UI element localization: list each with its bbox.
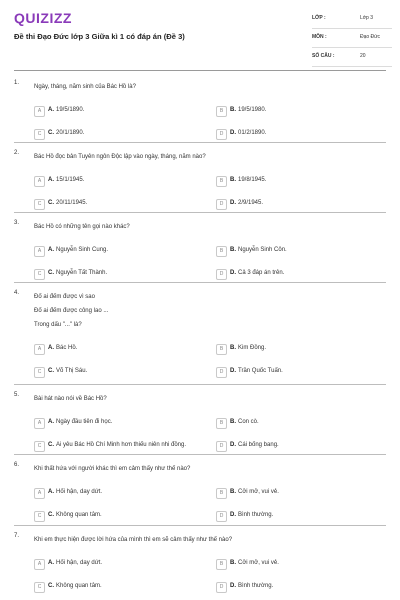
question-divider bbox=[14, 142, 386, 143]
option-checkbox[interactable]: D bbox=[216, 129, 227, 140]
option-checkbox[interactable]: A bbox=[34, 106, 45, 117]
option-letter: A. bbox=[48, 489, 54, 495]
option-checkbox[interactable]: D bbox=[216, 269, 227, 280]
option-text: Cái bống bang. bbox=[238, 442, 279, 448]
option-checkbox[interactable]: D bbox=[216, 367, 227, 378]
option-letter: B. bbox=[230, 177, 236, 183]
option-text: Bình thường. bbox=[238, 583, 274, 589]
option-letter: C. bbox=[48, 368, 54, 374]
option-text: Cả 3 đáp án trên. bbox=[238, 270, 285, 276]
option-text: Cởi mở, vui vẻ. bbox=[238, 489, 279, 495]
option-text: 20/1/1890. bbox=[56, 130, 85, 136]
option-text: Nguyễn Tất Thành. bbox=[56, 270, 108, 276]
option-checkbox[interactable]: B bbox=[216, 176, 227, 187]
option-text: Không quan tâm. bbox=[56, 512, 102, 518]
question-line: Khi thất hứa với người khác thì em cảm thấy như thế nào? bbox=[34, 466, 191, 472]
option-letter: B. bbox=[230, 247, 236, 253]
option-checkbox[interactable]: C bbox=[34, 367, 45, 378]
option-letter: A. bbox=[48, 177, 54, 183]
option-checkbox[interactable]: B bbox=[216, 488, 227, 499]
option-text: Nguyễn Sinh Cung. bbox=[56, 247, 109, 253]
meta-label: SỐ CÂU : bbox=[312, 53, 335, 59]
option-checkbox[interactable]: A bbox=[34, 246, 45, 257]
question-divider bbox=[14, 212, 386, 213]
question-text bbox=[34, 533, 232, 547]
question-text bbox=[34, 290, 108, 332]
option-letter: C. bbox=[48, 512, 54, 518]
option-checkbox[interactable]: B bbox=[216, 106, 227, 117]
quizizz-logo[interactable]: QUIZIZZ bbox=[14, 10, 72, 26]
option-checkbox[interactable]: D bbox=[216, 199, 227, 210]
question-line: Bác Hồ có những tên gọi nào khác? bbox=[34, 224, 130, 230]
question-number: 3. bbox=[14, 220, 20, 226]
question-line: Bác Hồ đọc bản Tuyên ngôn Độc lập vào ngày, tháng, năm nào? bbox=[34, 154, 206, 160]
option-text: 19/5/1890. bbox=[56, 107, 85, 113]
option-text: Nguyễn Sinh Côn. bbox=[238, 247, 287, 253]
option-checkbox[interactable]: A bbox=[34, 488, 45, 499]
option-text: Hối hận, day dứt. bbox=[56, 489, 103, 495]
option-letter: B. bbox=[230, 345, 236, 351]
question-line: Đố ai đếm được vì sao bbox=[34, 294, 95, 300]
option-letter: D. bbox=[230, 368, 236, 374]
option-letter: C. bbox=[48, 270, 54, 276]
option-text: 19/8/1945. bbox=[238, 177, 267, 183]
option-text: Trần Quốc Tuấn. bbox=[238, 368, 283, 374]
option-letter: B. bbox=[230, 489, 236, 495]
option-text: Con cò. bbox=[238, 419, 259, 425]
option-checkbox[interactable]: B bbox=[216, 418, 227, 429]
meta-row-class bbox=[312, 10, 392, 29]
question-number: 6. bbox=[14, 462, 20, 468]
option-text: Võ Thị Sáu. bbox=[56, 368, 88, 374]
meta-label: MÔN : bbox=[312, 34, 327, 40]
option-checkbox[interactable]: D bbox=[216, 441, 227, 452]
option-letter: B. bbox=[230, 107, 236, 113]
meta-row-subject bbox=[312, 29, 392, 48]
option-text: 2/9/1945. bbox=[238, 200, 264, 206]
question-line: Ngày, tháng, năm sinh của Bác Hồ là? bbox=[34, 84, 136, 90]
option-letter: A. bbox=[48, 419, 54, 425]
question-text bbox=[34, 220, 130, 234]
meta-value: Lớp 3 bbox=[360, 15, 374, 21]
question-divider bbox=[14, 384, 386, 385]
option-text: Không quan tâm. bbox=[56, 583, 102, 589]
option-text: Ai yêu Bác Hồ Chí Minh hơn thiếu niên nhi đồng. bbox=[56, 442, 187, 448]
option-checkbox[interactable]: C bbox=[34, 511, 45, 522]
question-divider bbox=[14, 454, 386, 455]
question-line: Bài hát nào nói về Bác Hồ? bbox=[34, 396, 107, 402]
option-letter: D. bbox=[230, 583, 236, 589]
question-divider bbox=[14, 525, 386, 526]
meta-row-count bbox=[312, 48, 392, 67]
option-letter: A. bbox=[48, 345, 54, 351]
question-divider bbox=[14, 282, 386, 283]
option-text: Hối hận, day dứt. bbox=[56, 560, 103, 566]
option-text: 01/2/1890. bbox=[238, 130, 267, 136]
option-letter: C. bbox=[48, 200, 54, 206]
option-text: 20/11/1945. bbox=[56, 200, 88, 206]
option-text: Bác Hồ. bbox=[56, 345, 78, 351]
worksheet-header bbox=[0, 0, 400, 72]
option-text: Kim Đồng. bbox=[238, 345, 267, 351]
question-number: 7. bbox=[14, 533, 20, 539]
option-checkbox[interactable]: A bbox=[34, 344, 45, 355]
option-letter: C. bbox=[48, 442, 54, 448]
option-checkbox[interactable]: C bbox=[34, 441, 45, 452]
question-text bbox=[34, 80, 136, 94]
option-text: Bình thường. bbox=[238, 512, 274, 518]
header-divider bbox=[14, 70, 386, 71]
question-number: 1. bbox=[14, 80, 20, 86]
meta-value: 20 bbox=[360, 53, 366, 59]
option-letter: D. bbox=[230, 200, 236, 206]
meta-panel bbox=[312, 10, 392, 67]
option-letter: B. bbox=[230, 419, 236, 425]
meta-label: LỚP : bbox=[312, 15, 326, 21]
option-checkbox[interactable]: C bbox=[34, 582, 45, 593]
question-line: Trong dấu "..." là? bbox=[34, 322, 82, 328]
option-letter: D. bbox=[230, 442, 236, 448]
option-checkbox[interactable]: D bbox=[216, 511, 227, 522]
option-letter: D. bbox=[230, 130, 236, 136]
option-letter: D. bbox=[230, 512, 236, 518]
option-checkbox[interactable]: D bbox=[216, 582, 227, 593]
option-checkbox[interactable]: C bbox=[34, 129, 45, 140]
question-line: Khi em thực hiện được lời hứa của mình thì em sẽ cảm thấy như thế nào? bbox=[34, 537, 233, 543]
option-letter: C. bbox=[48, 130, 54, 136]
question-number: 4. bbox=[14, 290, 20, 296]
option-checkbox[interactable]: B bbox=[216, 344, 227, 355]
question-line: Đố ai đếm được công lao ... bbox=[34, 308, 109, 314]
worksheet-title: Đề thi Đạo Đức lớp 3 Giữa kì 1 có đáp án (Đề 3) bbox=[14, 32, 185, 41]
option-checkbox[interactable]: C bbox=[34, 269, 45, 280]
option-text: 15/1/1945. bbox=[56, 177, 85, 183]
option-checkbox[interactable]: B bbox=[216, 246, 227, 257]
option-checkbox[interactable]: C bbox=[34, 199, 45, 210]
option-text: Ngày đầu tiên đi học. bbox=[56, 419, 113, 425]
option-letter: C. bbox=[48, 583, 54, 589]
question-number: 2. bbox=[14, 150, 20, 156]
question-text bbox=[34, 462, 190, 476]
meta-value: Đạo Đức bbox=[360, 34, 381, 40]
option-text: Cởi mở, vui vẻ. bbox=[238, 560, 279, 566]
option-text: 19/5/1980. bbox=[238, 107, 267, 113]
option-checkbox[interactable]: B bbox=[216, 559, 227, 570]
option-letter: D. bbox=[230, 270, 236, 276]
option-letter: B. bbox=[230, 560, 236, 566]
option-letter: A. bbox=[48, 247, 54, 253]
question-text bbox=[34, 150, 206, 164]
question-number: 5. bbox=[14, 392, 20, 398]
question-text bbox=[34, 392, 107, 406]
option-letter: A. bbox=[48, 560, 54, 566]
option-checkbox[interactable]: A bbox=[34, 418, 45, 429]
option-letter: A. bbox=[48, 107, 54, 113]
option-checkbox[interactable]: A bbox=[34, 176, 45, 187]
option-checkbox[interactable]: A bbox=[34, 559, 45, 570]
